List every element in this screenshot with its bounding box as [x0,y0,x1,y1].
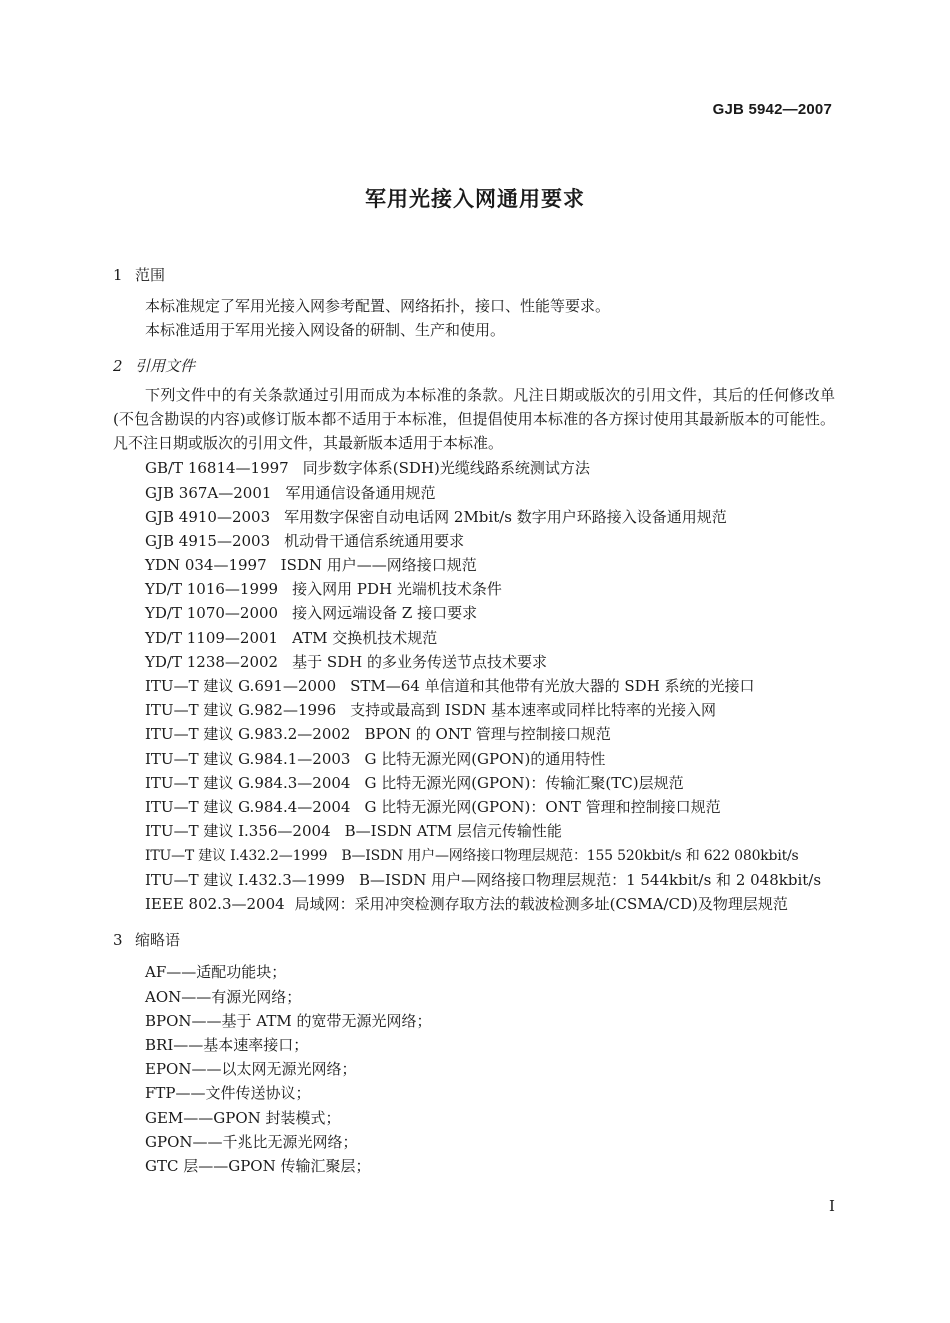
reference-code: IEEE 802.3—2004 [145,895,285,913]
reference-title: 军用数字保密自动电话网 2Mbit/s 数字用户环路接入设备通用规范 [284,508,727,526]
section-number: 1 [113,266,123,284]
reference-title: B—ISDN 用户—网络接口物理层规范：1 544kbit/s 和 2 048kbit/s [358,871,822,889]
reference-code: YDN 034—1997 [145,556,267,574]
abbreviation-item: GTC 层——GPON 传输汇聚层； [145,1157,371,1175]
reference-code: ITU—T 建议 G.984.3—2004 [145,774,351,792]
reference-title: G 比特无源光网(GPON)的通用特性 [364,750,606,768]
document-title: 军用光接入网通用要求 [365,187,585,211]
section-number: 3 [113,931,123,949]
reference-item [145,676,755,696]
reference-item [145,870,821,890]
reference-item [145,846,799,866]
reference-item [145,531,464,551]
reference-title: B—ISDN 用户—网络接口物理层规范：155 520kbit/s 和 622 080kbit/s [341,848,799,864]
reference-code: ITU—T 建议 G.984.4—2004 [145,798,351,816]
reference-code: ITU—T 建议 I.356—2004 [145,822,331,840]
reference-item [145,797,721,817]
reference-code: ITU—T 建议 G.983.2—2002 [145,725,351,743]
reference-title: 军用通信设备通用规范 [285,484,436,502]
reference-code: ITU—T 建议 G.984.1—2003 [145,750,351,768]
abbreviation-item: GPON——千兆比无源光网络； [145,1133,358,1151]
reference-title: 基于 SDH 的多业务传送节点技术要求 [292,653,548,671]
reference-item [145,700,716,720]
reference-title: ATM 交换机技术规范 [292,629,438,647]
reference-title: 局域网：采用冲突检测存取方法的载波检测多址(CSMA/CD)及物理层规范 [294,895,788,913]
reference-item [145,652,547,672]
abbreviation-item: AON——有源光网络； [145,988,302,1006]
scope-paragraph: 本标准规定了军用光接入网参考配置、网络拓扑，接口、性能等要求。 [145,297,611,315]
reference-code: ITU—T 建议 G.982—1996 [145,701,337,719]
reference-title: 接入网用 PDH 光端机技术条件 [292,580,502,598]
section-title: 引用文件 [135,357,196,375]
reference-title: 支持或最高到 ISDN 基本速率或同样比特率的光接入网 [350,701,717,719]
reference-item [145,458,590,478]
reference-item [145,724,611,744]
reference-item [145,603,477,623]
reference-code: YD/T 1070—2000 [145,604,279,622]
reference-title: ISDN 用户——网络接口规范 [280,556,477,574]
reference-title: 同步数字体系(SDH)光缆线路系统测试方法 [302,459,590,477]
abbreviation-item: BPON——基于 ATM 的宽带无源光网络； [145,1012,432,1030]
section-title: 范围 [135,266,166,284]
reference-title: G 比特无源光网(GPON)：ONT 管理和控制接口规范 [364,798,721,816]
reference-item [145,821,562,841]
reference-code: ITU—T 建议 I.432.2—1999 [145,848,328,864]
standard-number: GJB 5942—2007 [712,101,832,118]
reference-item [145,773,684,793]
scope-paragraph: 本标准适用于军用光接入网设备的研制、生产和使用。 [145,321,506,339]
reference-item [145,628,437,648]
reference-code: ITU—T 建议 G.691—2000 [145,677,337,695]
section-heading-scope [113,264,165,285]
abbreviation-item: GEM——GPON 封装模式； [145,1109,341,1127]
reference-item [145,507,727,527]
abbreviation-item: AF——适配功能块； [145,963,287,981]
reference-code: GJB 367A—2001 [145,484,272,502]
reference-code: GJB 4910—2003 [145,508,271,526]
reference-title: B—ISDN ATM 层信元传输性能 [344,822,562,840]
section-title: 缩略语 [135,931,181,949]
reference-code: GJB 4915—2003 [145,532,271,550]
abbreviation-item: EPON——以太网无源光网络； [145,1060,357,1078]
reference-title: BPON 的 ONT 管理与控制接口规范 [364,725,611,743]
reference-code: ITU—T 建议 I.432.3—1999 [145,871,345,889]
section-heading-references [113,355,195,376]
references-intro: 下列文件中的有关条款通过引用而成为本标准的条款。凡注日期或版次的引用文件，其后的任何修改单(不包含勘误的内容)或修订版本都不适用于本标准，但提倡使用本标准的各方探讨使用其最新版本的可能性。凡不注日期或版次的引用文件，其最新版本适用于本标准。 [113,386,835,452]
abbreviation-item: BRI——基本速率接口； [145,1036,309,1054]
reference-code: YD/T 1238—2002 [145,653,279,671]
reference-code: YD/T 1109—2001 [145,629,279,647]
abbreviation-item: FTP——文件传送协议； [145,1084,311,1102]
reference-code: GB/T 16814—1997 [145,459,289,477]
reference-item [145,749,605,769]
reference-title: STM—64 单信道和其他带有光放大器的 SDH 系统的光接口 [350,677,755,695]
reference-item [145,483,435,503]
section-number: 2 [113,357,123,375]
reference-title: 接入网远端设备 Z 接口要求 [292,604,478,622]
reference-title: G 比特无源光网(GPON)：传输汇聚(TC)层规范 [364,774,684,792]
page-number: I [829,1197,835,1215]
reference-code: YD/T 1016—1999 [145,580,279,598]
reference-item [145,894,788,914]
section-heading-abbreviations [113,929,180,950]
reference-item [145,555,477,575]
reference-title: 机动骨干通信系统通用要求 [284,532,465,550]
reference-item [145,579,502,599]
